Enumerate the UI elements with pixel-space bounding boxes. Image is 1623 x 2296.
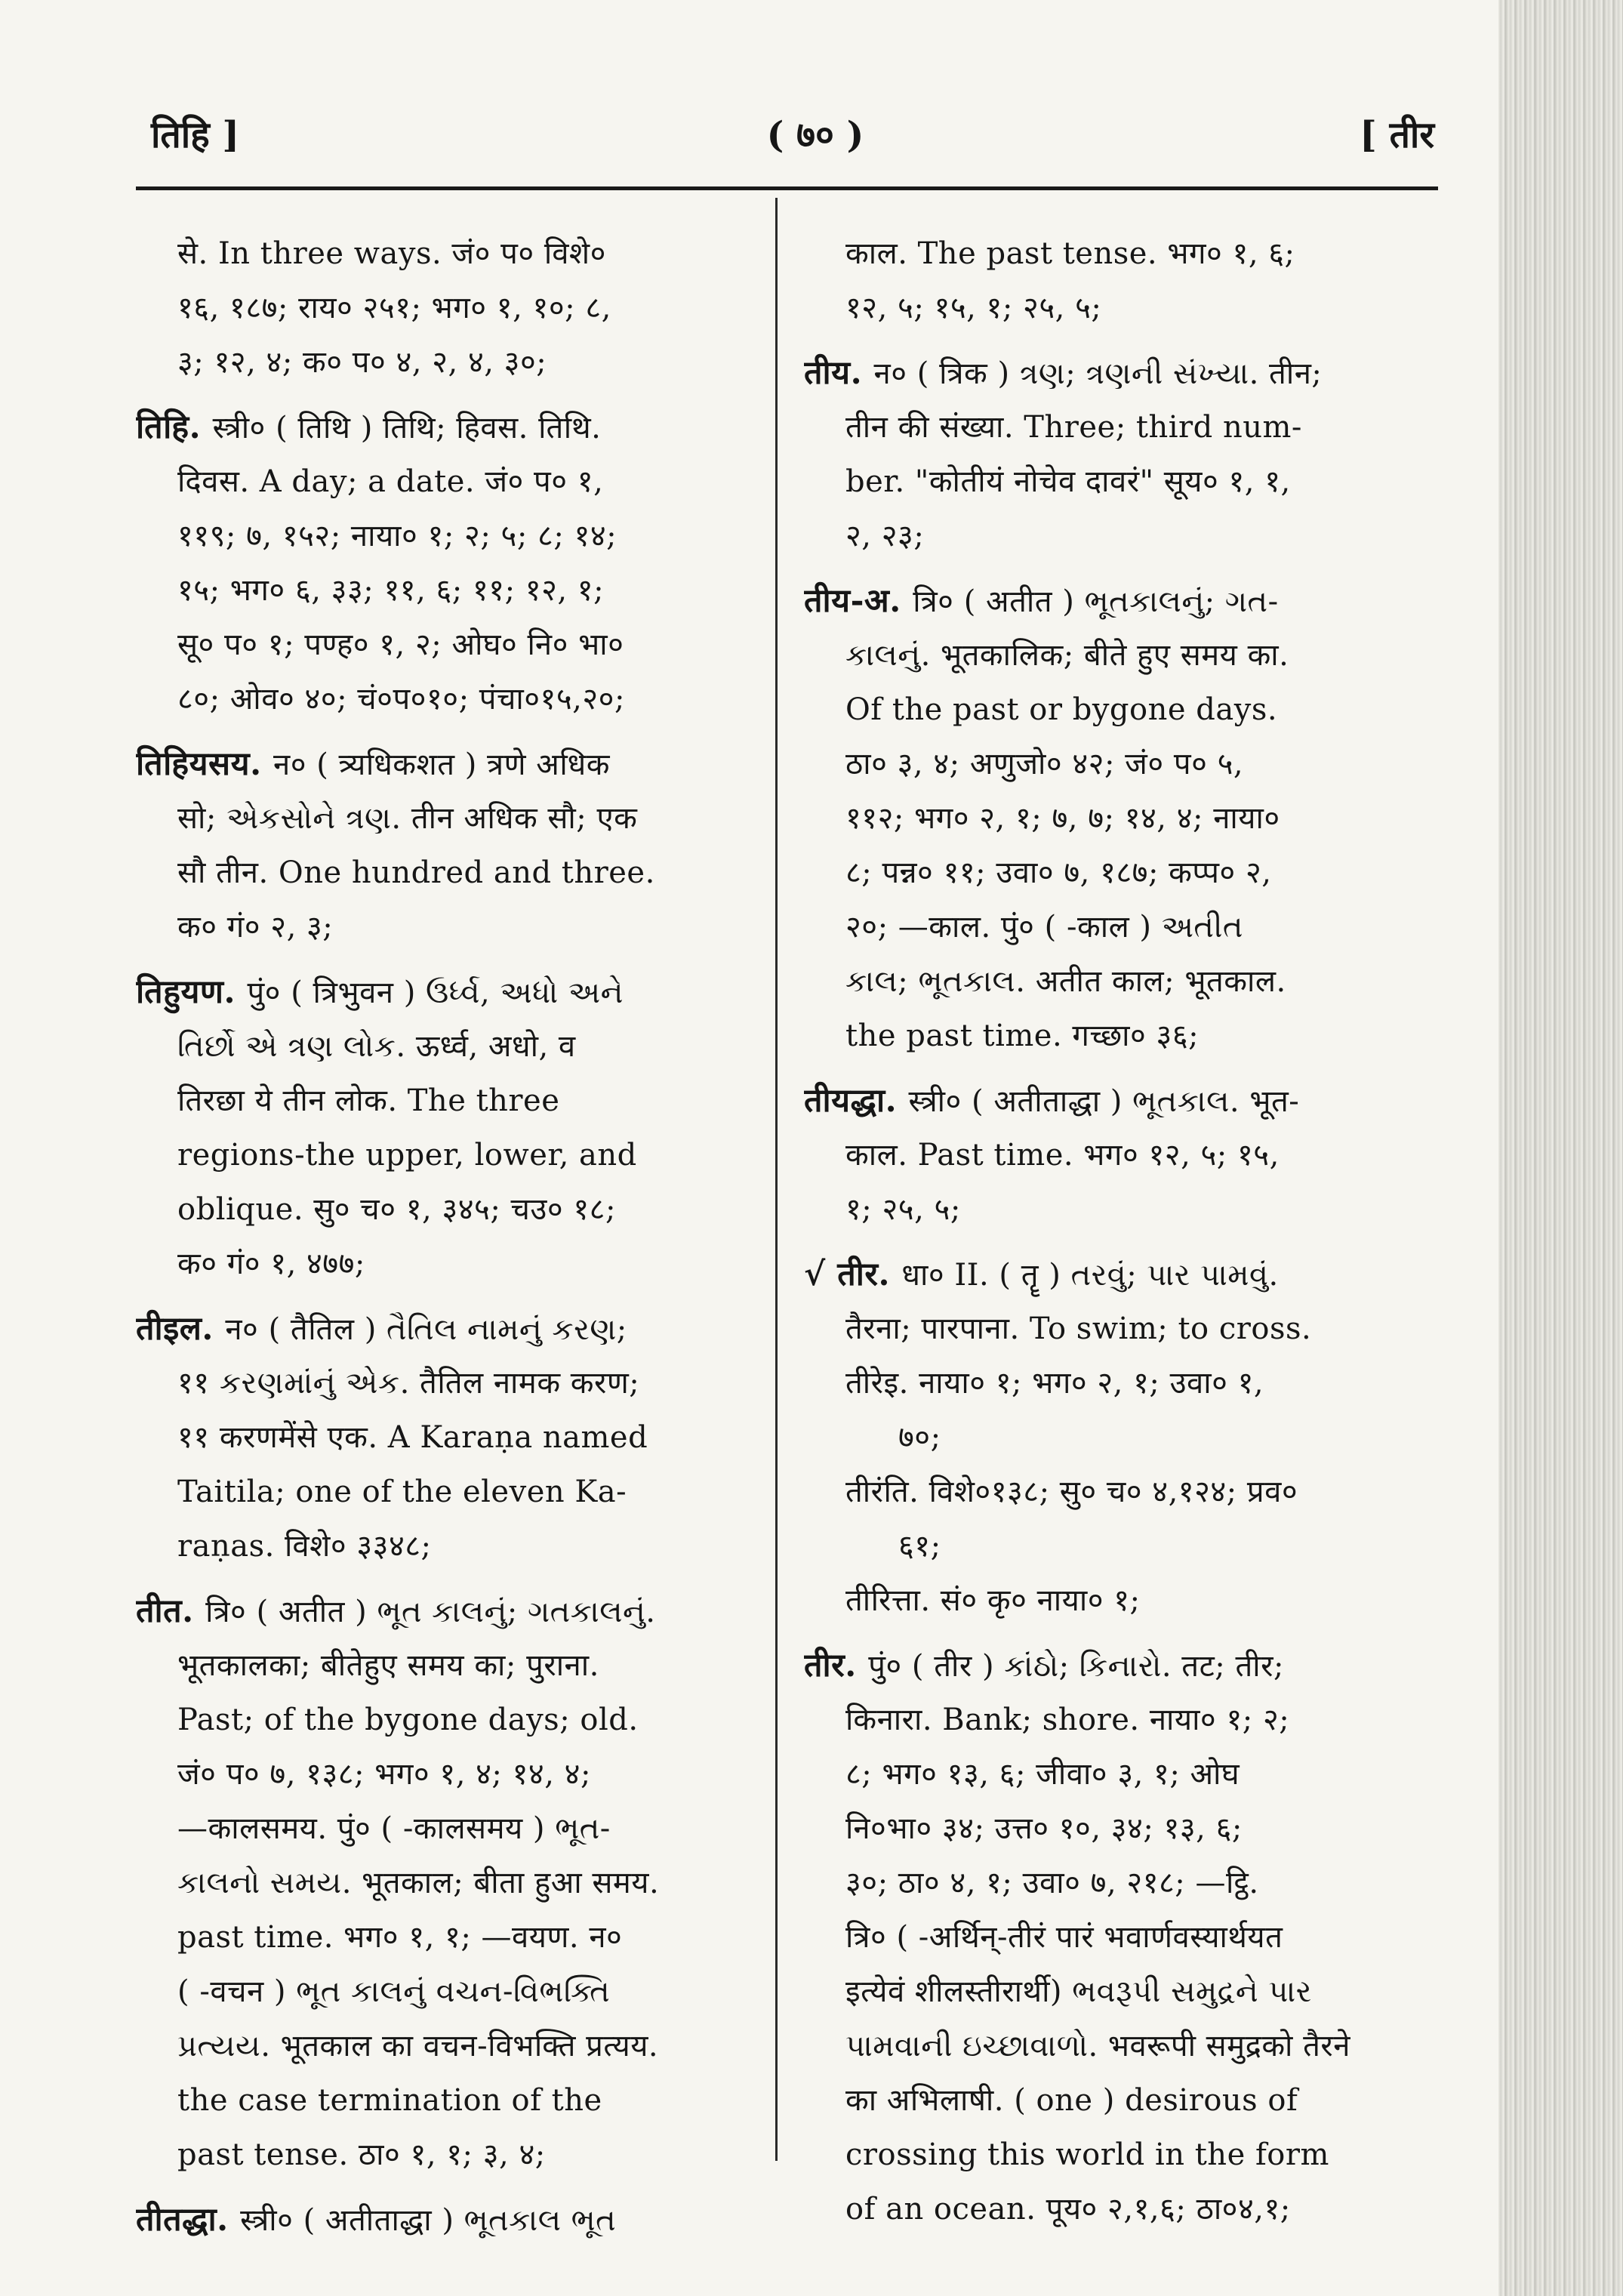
entry-line: Past; of the bygone days; old. [177, 1703, 639, 1737]
subentry-line: तीरित्ता. सं० कृ० नाया० १; [845, 1583, 1141, 1618]
entry-line [804, 1074, 1408, 1128]
dictionary-entry [804, 346, 1408, 563]
entry-definition: न० ( तैतिल ) તૈતિલ નામનું કરણ; [225, 1312, 627, 1347]
entry-line: २, २३; [845, 519, 925, 553]
entry-headword: तीत. [136, 1592, 206, 1630]
subentry-line: ७०; [898, 1420, 941, 1455]
entry-line [136, 2193, 740, 2247]
entry-definition: स्त्री० ( तिथि ) तिथि; हिवस. तिथि. [212, 411, 602, 445]
header-rule [136, 186, 1438, 190]
entry-definition: पुं० ( तीर ) કાંઠો; કિનારો. तट; तीर; [868, 1649, 1284, 1684]
right-column [804, 227, 1408, 2247]
entry-line: ८; भग० १३, ६; जीवा० ३, १; ओघ [845, 1757, 1240, 1792]
entry-line: काल. The past tense. भग० १, ६; [845, 236, 1295, 271]
entry-headword: तीतद्धा. [136, 2201, 241, 2239]
entry-line: तैरना; पारपाना. To swim; to cross. [845, 1311, 1312, 1346]
entry-line: त्रि० ( -अर्थिन्-तीरं पारं भवार्णवस्यार्थयत [845, 1920, 1283, 1955]
entry-line: सो; એકસોને ત્રણ. तीन अधिक सौ; एक [177, 801, 638, 836]
subentry-line: ६१; [898, 1529, 941, 1564]
entry-line [136, 737, 740, 791]
entry-line [804, 346, 1408, 400]
subentry-line: —कालसमय. पुं० ( -कालसमय ) ભૂત- [177, 1811, 611, 1846]
entry-line [804, 574, 1408, 628]
entry-line: of an ocean. पूय० २,१,६; ठा०४,१; [845, 2192, 1291, 2227]
entry-line: ११२; भग० २, १; ७, ७; १४, ४; नाया० [845, 801, 1280, 836]
entry-line: પામવાની ઇચ્છાવાળો. भवरूपी समुद्रको तैरने [845, 2029, 1350, 2063]
entry-line: इत्येवं शीलस्तीरार्थी) ભવરૂપી સમુદ્રને પાર [845, 1974, 1312, 2009]
entry-line: ३; १२, ४; क० प० ४, २, ४, ३०; [177, 345, 547, 380]
entry-line: क० गं० १, ४७७; [177, 1247, 365, 1281]
entry-definition: त्रि० ( अतीत ) ભૂત કાલનું; ગતકાલનું. [205, 1595, 656, 1629]
entry-line: भूतकालका; बीतेहुए समय का; पुराना. [177, 1648, 599, 1683]
subentry-line: પ્રત્યય. भूतकाल का वचन-विभक्ति प्रत्यय. [177, 2029, 659, 2063]
entry-line: ३०; ठा० ४, १; उवा० ७, २१८; —ट्ठि. [845, 1866, 1259, 1900]
entry-definition: पुं० ( त्रिभुवन ) ઉર્ધ્વ, અધો અને [247, 975, 624, 1010]
entry-headword: तीइल. [136, 1310, 226, 1348]
entry-line: ८०; ओव० ४०; चं०प०१०; पंचा०१५,२०; [177, 682, 625, 717]
entry-line: oblique. सु० च० १, ३४५; चउ० १८; [177, 1192, 616, 1227]
subentry-line: तीरेइ. नाया० १; भग० २, १; उवा० १, [845, 1366, 1264, 1401]
entry-line: ११९; ७, १५२; नाया० १; २; ५; ८; १४; [177, 519, 617, 553]
entry-definition: न० ( त्र्यधिकशत ) त्रणे अधिक [273, 747, 611, 782]
entry-line [136, 1302, 740, 1356]
header-right-guide-word: [ तीर [1360, 114, 1434, 156]
entry-definition: त्रि० ( अतीत ) ભૂતકાલનું; ગત- [913, 584, 1279, 619]
page-number: ( ७० ) [766, 114, 864, 156]
entry-line [136, 1584, 740, 1638]
entry-headword: तिहुयण. [136, 973, 248, 1011]
dictionary-entry [136, 2193, 740, 2247]
dictionary-entry [136, 737, 740, 954]
dictionary-entry [136, 965, 740, 1291]
entry-line: नि०भा० ३४; उत्त० १०, ३४; १३, ६; [845, 1811, 1243, 1846]
dictionary-entry [804, 574, 1408, 1063]
entry-line: ठा० ३, ४; अणुजो० ४२; जं० प० ५, [845, 747, 1244, 781]
entry-line: तिरछा ये तीन लोक. The three [177, 1083, 560, 1118]
entry-line: १; २५, ५; [845, 1192, 961, 1227]
entry-line [804, 1247, 1408, 1302]
entry-line [804, 1638, 1408, 1693]
entry-line: Of the past or bygone days. [845, 692, 1278, 727]
header-left-guide-word: तिहि ] [151, 114, 240, 156]
entry-line: १६, १८७; राय० २५१; भग० १, १०; ८, [177, 291, 611, 325]
entry-definition: स्त्री० ( अतीताद्धा ) ભૂતકાલ. भूत- [908, 1084, 1300, 1119]
page-header [136, 102, 1449, 170]
subentry-line: तीरंति. विशे०१३८; सु० च० ४,१२४; प्रव० [845, 1475, 1298, 1509]
entry-line: सू० प० १; पण्ह० १, २; ओघ० नि० भा० [177, 627, 624, 662]
entry-line: जं० प० ७, १३८; भग० १, ४; १४, ४; [177, 1757, 591, 1792]
entry-line: काल. Past time. भग० १२, ५; १५, [845, 1138, 1280, 1173]
entry-line: ११ કરણમાંનું એક. तैतिल नामक करण; [177, 1366, 640, 1401]
entry-line: सौ तीन. One hundred and three. [177, 855, 655, 890]
entry-line: १५; भग० ६, ३३; ११, ६; ११; १२, १; [177, 573, 605, 608]
left-column [136, 227, 740, 2257]
entry-subentries [136, 1801, 740, 2182]
dictionary-entry [804, 1074, 1408, 1237]
subentry-line: the case termination of the [177, 2083, 602, 2118]
entry-line: regions-the upper, lower, and [177, 1138, 637, 1173]
dictionary-entry [136, 1302, 740, 1573]
entry-line: का अभिलाषी. ( one ) desirous of [845, 2083, 1298, 2118]
subentry-line: past tense. ठा० १, १; ३, ४; [177, 2137, 546, 2172]
subentry-line: કાલનો સમય. भूतकाल; बीता हुआ समय. [177, 1866, 660, 1900]
entry-line: ११ करणमेंसे एक. A Karaṇa named [177, 1420, 648, 1455]
entry-line: crossing this world in the form [845, 2137, 1329, 2172]
entry-definition: न० ( त्रिक ) ત્રણ; ત્રણની સંખ્યા. तीन; [873, 356, 1323, 391]
entry-headword: √ तीर. [804, 1256, 902, 1293]
entry-line: raṇas. विशे० ३३४८; [177, 1529, 432, 1564]
entry-headword: तीयद्धा. [804, 1082, 909, 1120]
entry-line: Taitila; one of the eleven Ka- [177, 1475, 627, 1509]
entry-line: तीन की संख्या. Three; third num- [845, 410, 1302, 445]
dictionary-entry [804, 1638, 1408, 2236]
entry-subentries [804, 1356, 1408, 1628]
column-divider [775, 198, 778, 2161]
entry-headword: तीय. [804, 354, 874, 392]
entry-definition: धा० II. ( तॄ ) તરવું; પાર પામવું. [901, 1258, 1279, 1293]
entry-line: क० गं० २, ३; [177, 910, 334, 945]
entry-line [136, 400, 740, 455]
entry-headword: तिहि. [136, 408, 213, 446]
entry-line: १२, ५; १५, १; २५, ५; [845, 291, 1102, 325]
entry-line: से. In three ways. जं० प० विशे० [177, 236, 606, 271]
entry-line: કાલ; ભૂતકાલ. अतीत काल; भूतकाल. [845, 964, 1286, 999]
entry-line [136, 965, 740, 1019]
dictionary-entry [136, 227, 740, 390]
entry-line: ८; पन्न० ११; उवा० ७, १८७; कप्प० २, [845, 855, 1272, 890]
entry-line: २०; —काल. पुं० ( -काल ) અતીત [845, 910, 1243, 945]
entry-line: किनारा. Bank; shore. नाया० १; २; [845, 1703, 1290, 1737]
entry-line: કાલનું. भूतकालिक; बीते हुए समय का. [845, 638, 1289, 673]
dictionary-entry [804, 1247, 1408, 1628]
dictionary-entry [136, 1584, 740, 2182]
scan-edge-shadow [1498, 0, 1623, 2296]
subentry-line: past time. भग० १, १; —वयण. न० [177, 1920, 623, 1955]
entry-headword: तीर. [804, 1647, 869, 1684]
entry-line: दिवस. A day; a date. जं० प० १, [177, 464, 604, 499]
entry-headword: तीय-अ. [804, 582, 913, 620]
subentry-line: ( -वचन ) ભૂત કાલનું વચન-વિભક્તિ [177, 1974, 611, 2009]
entry-headword: तिहियसय. [136, 745, 274, 783]
entry-line: the past time. गच्छा० ३६; [845, 1019, 1200, 1053]
entry-line: તિર્છો એ ત્રણ લોક. ऊर्ध्व, अधो, व [177, 1029, 576, 1064]
entry-line: ber. "कोतीयं नोचेव दावरं" सूय० १, १, [845, 464, 1291, 499]
entry-definition: स्त्री० ( अतीताद्धा ) ભૂતકાલ ભૂત [240, 2203, 617, 2238]
dictionary-entry [804, 227, 1408, 335]
dictionary-entry [136, 400, 740, 726]
